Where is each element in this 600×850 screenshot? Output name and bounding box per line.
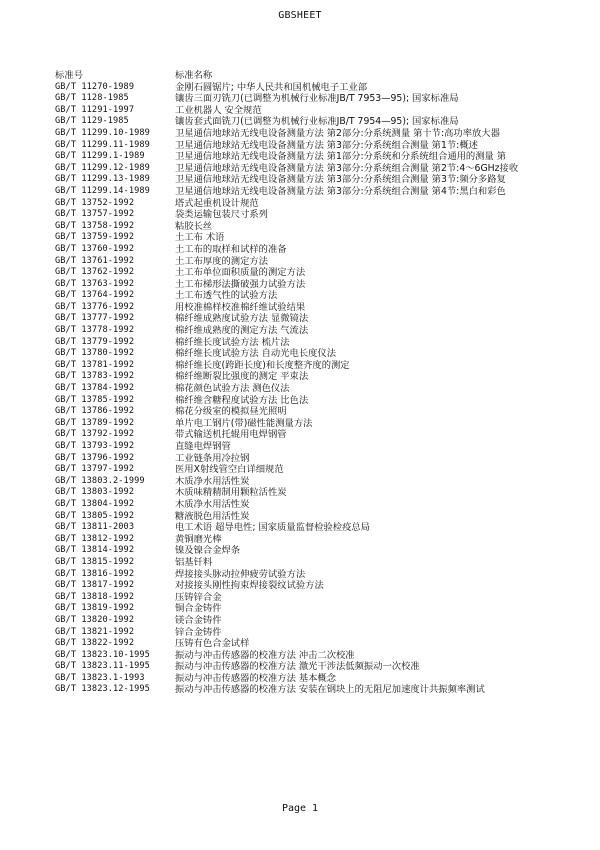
table-row [55,487,585,499]
standards-table [55,70,585,696]
standard-code: GB/T 13781-1992 [55,359,135,370]
table-row [55,82,585,94]
table-row [55,522,585,534]
standard-code: GB/T 13779-1992 [55,336,135,347]
standard-name: 锌合金铸件 [175,626,222,638]
standard-name: 镁合金铸件 [175,614,222,626]
standard-name: 焊接接头脉动拉伸疲劳试验方法 [175,568,306,580]
standard-code: GB/T 13820-1992 [55,614,135,625]
table-body [55,82,585,696]
table-header [55,70,585,82]
standard-name: 振动与冲击传感器的校准方法 激光干涉法低频振动一次校准 [175,661,420,673]
standard-code: GB/T 11299.1-1989 [55,151,145,162]
standard-name: 直缝电焊钢管 [175,441,231,452]
table-row [55,337,585,349]
standard-name: 棉花颜色试验方法 测色仪法 [175,383,290,395]
table-row [55,673,585,685]
standard-name: 压铸有色合金试样 [175,638,250,650]
table-row [55,267,585,279]
standard-name: 镶齿套式面铣刀(已调整为机械行业标准JB/T 7954—95); 国家标准局 [175,116,459,128]
table-row [55,325,585,337]
standard-code: GB/T 13817-1992 [55,580,135,591]
table-row [55,406,585,418]
standard-name: 工业链条用冷拉钢 [175,452,250,464]
standard-name: 卫星通信地球站无线电设备测量方法 第1部分:分系统和分系统组合通用的测量 第 [175,151,507,163]
standard-code: GB/T 11291-1997 [55,104,135,115]
standard-name: 镍及镍合金焊条 [175,545,241,557]
standard-name: 土工布 术语 [175,232,225,244]
table-row [55,371,585,383]
table-row [55,534,585,546]
table-row [55,429,585,441]
standard-name: 黄铜磨光棒 [175,533,222,545]
sheet-title: GBSHEET [278,10,322,21]
standard-code: GB/T 13785-1992 [55,394,135,405]
standard-code: GB/T 13789-1992 [55,417,135,428]
table-row [55,256,585,268]
table-row [55,105,585,117]
table-row [55,511,585,523]
table-row [55,499,585,511]
standard-code: GB/T 13823.12-1995 [55,684,150,695]
standard-code: GB/T 11299.11-1989 [55,139,150,150]
standard-name: 金刚石圆锯片; 中华人民共和国机械电子工业部 [175,81,368,93]
standard-code: GB/T 13812-1992 [55,533,135,544]
table-row [55,615,585,627]
table-row [55,116,585,128]
standard-name: 棉纤维成熟度的测定方法 气流法 [175,325,309,337]
standard-name: 棉纤维长度试验方法 自动光电长度仪法 [175,348,337,360]
table-row [55,232,585,244]
standard-name: 镶齿三面刃铣刀(已调整为机械行业标准JB/T 7953—95); 国家标准局 [175,93,459,105]
table-row [55,279,585,291]
standard-code: GB/T 11299.10-1989 [55,127,150,138]
column-header-name: 标准名称 [175,70,213,81]
standard-code: GB/T 13776-1992 [55,301,135,312]
standard-name: 土工布单位面积质量的测定方法 [175,267,306,279]
table-row [55,603,585,615]
table-row [55,661,585,673]
table-row [55,174,585,186]
table-row [55,163,585,175]
standard-code: GB/T 13822-1992 [55,638,135,649]
standard-name: 单片电工钢片(带)磁性能测量方法 [175,417,313,429]
standard-name: 卫星通信地球站无线电设备测量方法 第3部分:分系统组合测量 第2节:4～6GHz接收 [175,162,519,174]
standard-name: 对接接头刚性拘束焊接裂纹试验方法 [175,580,324,592]
standard-name: 工业机器人 安全规范 [175,104,262,116]
column-header-code: 标准号 [55,70,84,81]
standard-code: GB/T 13758-1992 [55,220,135,231]
standard-name: 棉纤维含糖程度试验方法 比色法 [175,394,309,406]
standard-code: GB/T 13818-1992 [55,591,135,602]
standard-code: GB/T 13823.1-1993 [55,672,145,683]
standard-name: 压铸锌合金 [175,591,222,603]
standard-code: GB/T 13760-1992 [55,243,135,254]
standard-code: GB/T 13821-1992 [55,626,135,637]
standard-name: 铜合金铸件 [175,603,222,615]
table-row [55,395,585,407]
standard-name: 土工布梯形法撕破强力试验方法 [175,278,306,290]
standard-code: GB/T 13819-1992 [55,603,135,614]
table-row [55,244,585,256]
standard-name: 棉纤维长度试验方法 梳片法 [175,336,290,348]
standard-code: GB/T 1129-1985 [55,116,129,127]
standard-code: GB/T 13793-1992 [55,441,135,451]
standard-code: GB/T 13761-1992 [55,255,135,266]
table-row [55,545,585,557]
table-row [55,476,585,488]
table-row [55,383,585,395]
table-row [55,441,585,453]
standard-code: GB/T 11299.12-1989 [55,162,150,173]
standard-code: GB/T 13784-1992 [55,383,135,394]
table-row [55,638,585,650]
standard-code: GB/T 13803-1992 [55,487,135,498]
standard-name: 土工布厚度的测定方法 [175,255,268,267]
table-row [55,650,585,662]
standard-name: 土工布透气性的试验方法 [175,290,278,302]
standard-name: 电工术语 超导电性; 国家质量监督检验检疫总局 [175,522,370,534]
standard-code: GB/T 13780-1992 [55,348,135,359]
standard-name: 木质味精精制用颗粒活性炭 [175,487,287,499]
standard-code: GB/T 13759-1992 [55,232,135,243]
standard-name: 带式输送机托辊用电焊钢管 [175,429,287,441]
table-row [55,418,585,430]
standard-code: GB/T 13792-1992 [55,429,135,440]
standard-name: 卫星通信地球站无线电设备测量方法 第2部分:分系统测量 第十节:高功率放大器 [175,127,500,139]
standard-code: GB/T 13797-1992 [55,464,135,475]
standard-name: 糖液脱色用活性炭 [175,510,250,522]
table-row [55,360,585,372]
standard-name: 棉纤维断裂比强度的测定 平束法 [175,371,309,383]
standard-code: GB/T 13823.11-1995 [55,661,150,672]
standard-code: GB/T 11299.14-1989 [55,185,150,196]
table-row [55,313,585,325]
standard-code: GB/T 13823.10-1995 [55,649,150,660]
table-row [55,198,585,210]
standard-code: GB/T 13763-1992 [55,278,135,289]
table-row [55,580,585,592]
standard-name: 棉纤维长度(跨距长度)和长度整齐度的测定 [175,359,350,371]
table-row [55,684,585,696]
standard-code: GB/T 13762-1992 [55,267,135,278]
standard-name: 医用X射线管空白详细规范 [175,464,284,476]
standard-code: GB/T 13757-1992 [55,209,135,220]
table-row [55,128,585,140]
standard-code: GB/T 13815-1992 [55,556,135,567]
standard-code: GB/T 13816-1992 [55,568,135,579]
table-row [55,302,585,314]
table-row [55,464,585,476]
table-row [55,209,585,221]
standard-code: GB/T 13804-1992 [55,498,135,509]
standard-code: GB/T 11270-1989 [55,81,135,92]
standard-name: 振动与冲击传感器的校准方法 安装在钢块上的无阻尼加速度计共振频率测试 [175,684,485,696]
standard-name: 振动与冲击传感器的校准方法 冲击二次校准 [175,649,355,661]
standard-name: 土工布的取样和试样的准备 [175,243,287,255]
table-row [55,151,585,163]
table-row [55,221,585,233]
standard-code: GB/T 11299.13-1989 [55,174,150,185]
page-number: Page 1 [281,803,319,814]
standard-name: 振动与冲击传感器的校准方法 基本概念 [175,672,337,684]
standard-name: 铝基钎料 [175,556,213,568]
standard-code: GB/T 13764-1992 [55,290,135,301]
table-row [55,93,585,105]
standard-code: GB/T 13777-1992 [55,313,135,324]
standard-name: 卫星通信地球站无线电设备测量方法 第3部分:分系统组合测量 第4节:黑白和彩色 [175,185,506,197]
standard-name: 袋类运输包装尺寸系列 [175,209,268,221]
table-row [55,557,585,569]
standard-code: GB/T 13752-1992 [55,197,135,208]
standard-code: GB/T 1128-1985 [55,93,129,104]
standard-name: 塔式起重机设计规范 [175,197,259,209]
standard-name: 用校准棉样校准棉纤维试验结果 [175,301,306,313]
table-row [55,186,585,198]
standard-code: GB/T 13796-1992 [55,452,135,463]
table-row [55,140,585,152]
table-row [55,569,585,581]
standard-name: 卫星通信地球站无线电设备测量方法 第3部分:分系统组合测量 第3节:频分多路复 [175,174,506,186]
table-row [55,348,585,360]
standard-code: GB/T 13778-1992 [55,325,135,336]
standard-name: 棉纤维成熟度试验方法 显微镜法 [175,313,309,325]
standard-name: 木质净水用活性炭 [175,475,250,487]
table-row [55,290,585,302]
standard-code: GB/T 13786-1992 [55,406,135,417]
standard-code: GB/T 13783-1992 [55,371,135,382]
standard-code: GB/T 13811-2003 [55,522,135,533]
standard-name: 卫星通信地球站无线电设备测量方法 第3部分:分系统组合测量 第1节:概述 [175,139,478,151]
standard-name: 粘胶长丝 [175,220,213,232]
table-row [55,592,585,604]
standard-code: GB/T 13803.2-1999 [55,475,145,486]
standard-code: GB/T 13805-1992 [55,510,135,521]
standard-code: GB/T 13814-1992 [55,545,135,556]
table-row [55,627,585,639]
standard-name: 棉花分级室的模拟昼光照明 [175,406,287,418]
table-row [55,453,585,465]
standard-name: 木质净水用活性炭 [175,498,250,510]
